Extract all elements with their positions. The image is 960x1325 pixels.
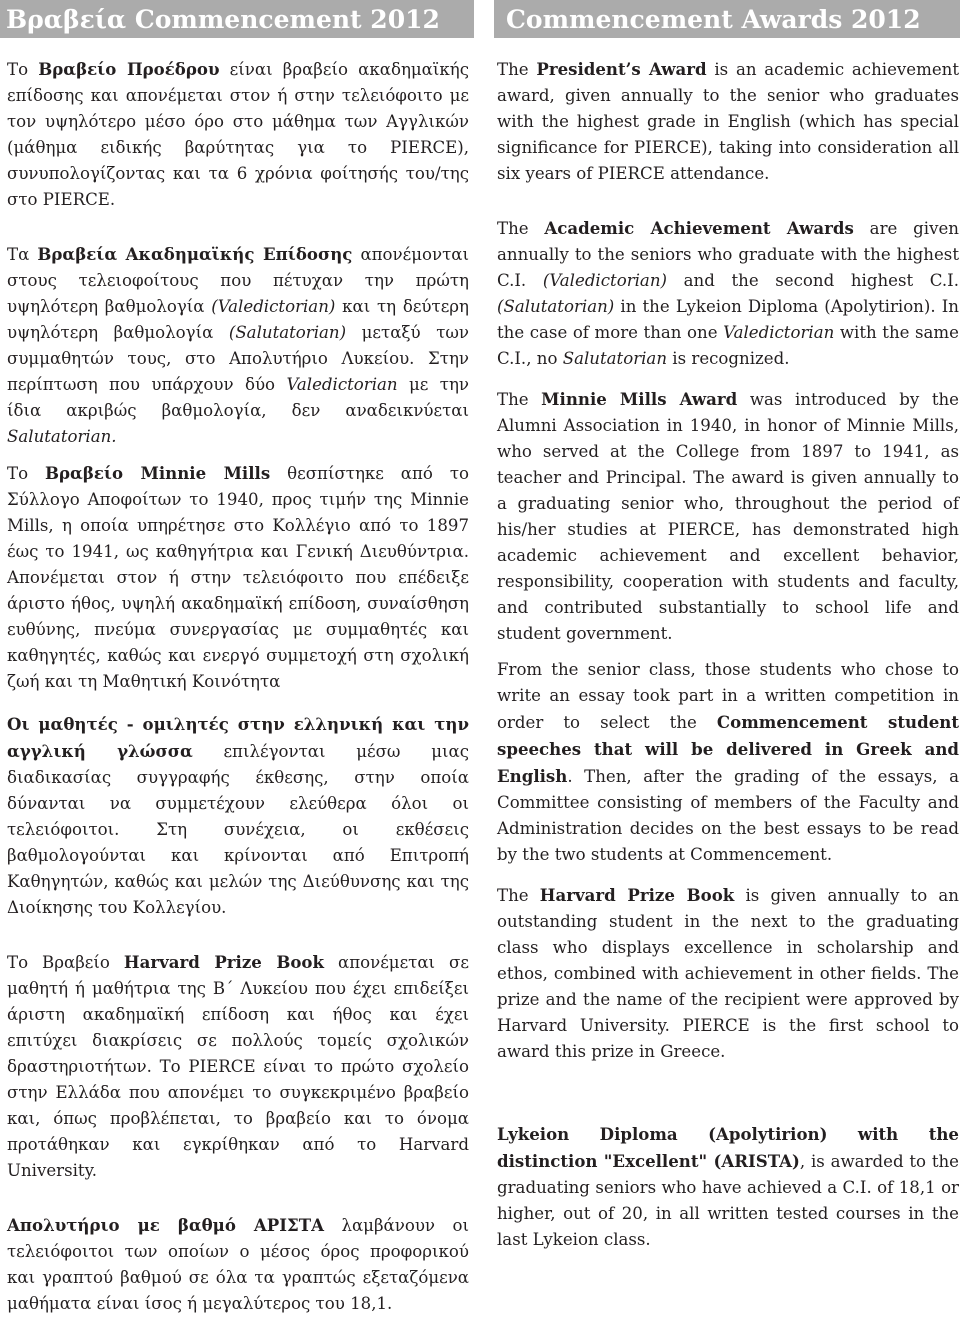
english-presidents-award-paragraph: The President’s Award is an academic achievement award, given annually to the senior who graduates with the highest grade in English (which has special significance for PIERCE), taking into consideration all six years of PIERCE attendance. xyxy=(497,59,960,183)
english-arista-diploma-paragraph: Lykeion Diploma (Apolytirion) with the distinction "Excellent" (ARISTA), is awarded to the graduating seniors who have achieved a C.I. of 18,1 or higher, out of 20, in all written tested courses in the last Lykeion class. xyxy=(497,1124,959,1249)
greek-student-speakers-paragraph: Οι μαθητές - ομιλητές στην ελληνική και την αγγλική γλώσσα επιλέγονται μέσω μιας διαδικασίας συγγραφής έκθεσης, στην οποία δύνανται να συμμετέχουν ελεύθερα όλοι οι τελειόφοιτοι. Στη συνέχεια, οι εκθέσεις βαθμολογούνται και κρίνονται από Επιτροπή Καθηγητών, καθώς και μελών της Διεύθυνσης και της Διοίκησης του Κολλεγίου. xyxy=(7,714,469,917)
greek-column xyxy=(7,56,469,1317)
greek-academic-achievement-paragraph: Τα Βραβεία Ακαδημαϊκής Επίδοσης απονέμονται στους τελειοφοίτους που πέτυχαν την πρώτη υψηλότερη βαθμολογία (Valedictorian) και τη δεύτερη υψηλότερη βαθμολογία (Salutatorian) μεταξύ των συμμαθητών τους, στο Απολυτήριο Λυκείου. Στην περίπτωση που υπάρχουν δύο Valedictorian με την ίδια ακριβώς βαθμολογία, δεν αναδεικνύεται Salutatorian. xyxy=(7,244,469,446)
greek-arista-diploma-paragraph: Απολυτήριο με βαθμό ΑΡΙΣΤΑ λαμβάνουν οι τελειόφοιτοι των οποίων ο μέσος όρος προφορικού και γραπτού βαθμού σε όλα τα γραπτώς εξεταζόμενα μαθήματα είναι ίσος ή μεγαλύτερος του 18,1. xyxy=(7,1215,469,1313)
greek-presidents-award-paragraph: Το Βραβείο Προέδρου είναι βραβείο ακαδημαϊκής επίδοσης και απονέμεται στον ή στην τελειόφοιτο με τον υψηλότερο μέσο όρο στο μάθημα των Αγγλικών (μάθημα ειδικής βαρύτητας για το PIERCE), συνυπολογίζοντας και τα 6 χρόνια φοίτησής του/της στο PIERCE. xyxy=(7,59,469,209)
greek-section-title: Βραβεία Commencement 2012 xyxy=(0,0,474,38)
greek-minnie-mills-paragraph: Το Βραβείο Minnie Mills θεσπίστηκε από το Σύλλογο Αποφοίτων το 1940, προς τιμήν της Minnie Mills, η οποία υπηρέτησε στο Κολλέγιο από το 1897 έως το 1941, ως καθηγήτρια και Γενική Διευθύντρια. Απονέμεται στον ή στην τελειόφοιτο που επέδειξε άριστο ήθος, υψηλή ακαδημαϊκή επίδοση, συναίσθηση ευθύνης, πνεύμα συνεργασίας με συμμαθητές και καθηγητές, καθώς και ενεργό συμμετοχή στη σχολική ζωή και τη Μαθητική Κοινότητα xyxy=(7,463,469,691)
english-academic-achievement-paragraph: The Academic Achievement Awards are given annually to the seniors who graduate with the highest C.I. (Valedictorian) and the second highest C.I. (Salutatorian) in the Lykeion Diploma (Apolytirion). In the case of more than one Valedictorian with the same C.I., no Salutatorian is recognized. xyxy=(497,218,960,368)
english-harvard-prize-paragraph: The Harvard Prize Book is given annually to an outstanding student in the next to the graduating class who displays excellence in scholarship and ethos, combined with achievement in other fields. The prize and the name of the recipient were approved by Harvard University. PIERCE is the first school to award this prize in Greece. xyxy=(497,885,959,1061)
english-column xyxy=(497,56,959,1253)
english-section-title: Commencement Awards 2012 xyxy=(494,0,960,38)
english-student-speakers-paragraph: From the senior class, those students who chose to write an essay took part in a written competition in order to select the Commencement student speeches that will be delivered in Greek and English. Then, after the grading of the essays, a Committee consisting of members of the Faculty and Administration decides on the best essays to be read by the two students at Commencement. xyxy=(497,660,959,864)
english-minnie-mills-paragraph: The Minnie Mills Award was introduced by the Alumni Association in 1940, in honor of Minnie Mills, who served at the College from 1897 to 1941, as teacher and Principal. The award is given annually to a graduating senior who, throughout the period of his/her studies at PIERCE, has demonstrated high academic achievement and excellent behavior, responsibility, cooperation with students and faculty, and contributed substantially to school life and student government. xyxy=(497,389,960,643)
greek-harvard-prize-paragraph: Το Βραβείο Harvard Prize Book απονέμεται σε μαθητή ή μαθήτρια της Β΄ Λυκείου που έχει επιδείξει άριστη ακαδημαϊκή επίδοση και ήθος και έχει επιτύχει διακρίσεις σε πολλούς τομείς σχολικών δραστηριοτήτων. Το PIERCE είναι το πρώτο σχολείο στην Ελλάδα που απονέμει το συγκεκριμένο βραβείο και, όπως προβλέπεται, το βραβείο και το όνομα προτάθηκαν και εγκρίθηκαν από το Harvard University. xyxy=(7,952,469,1180)
